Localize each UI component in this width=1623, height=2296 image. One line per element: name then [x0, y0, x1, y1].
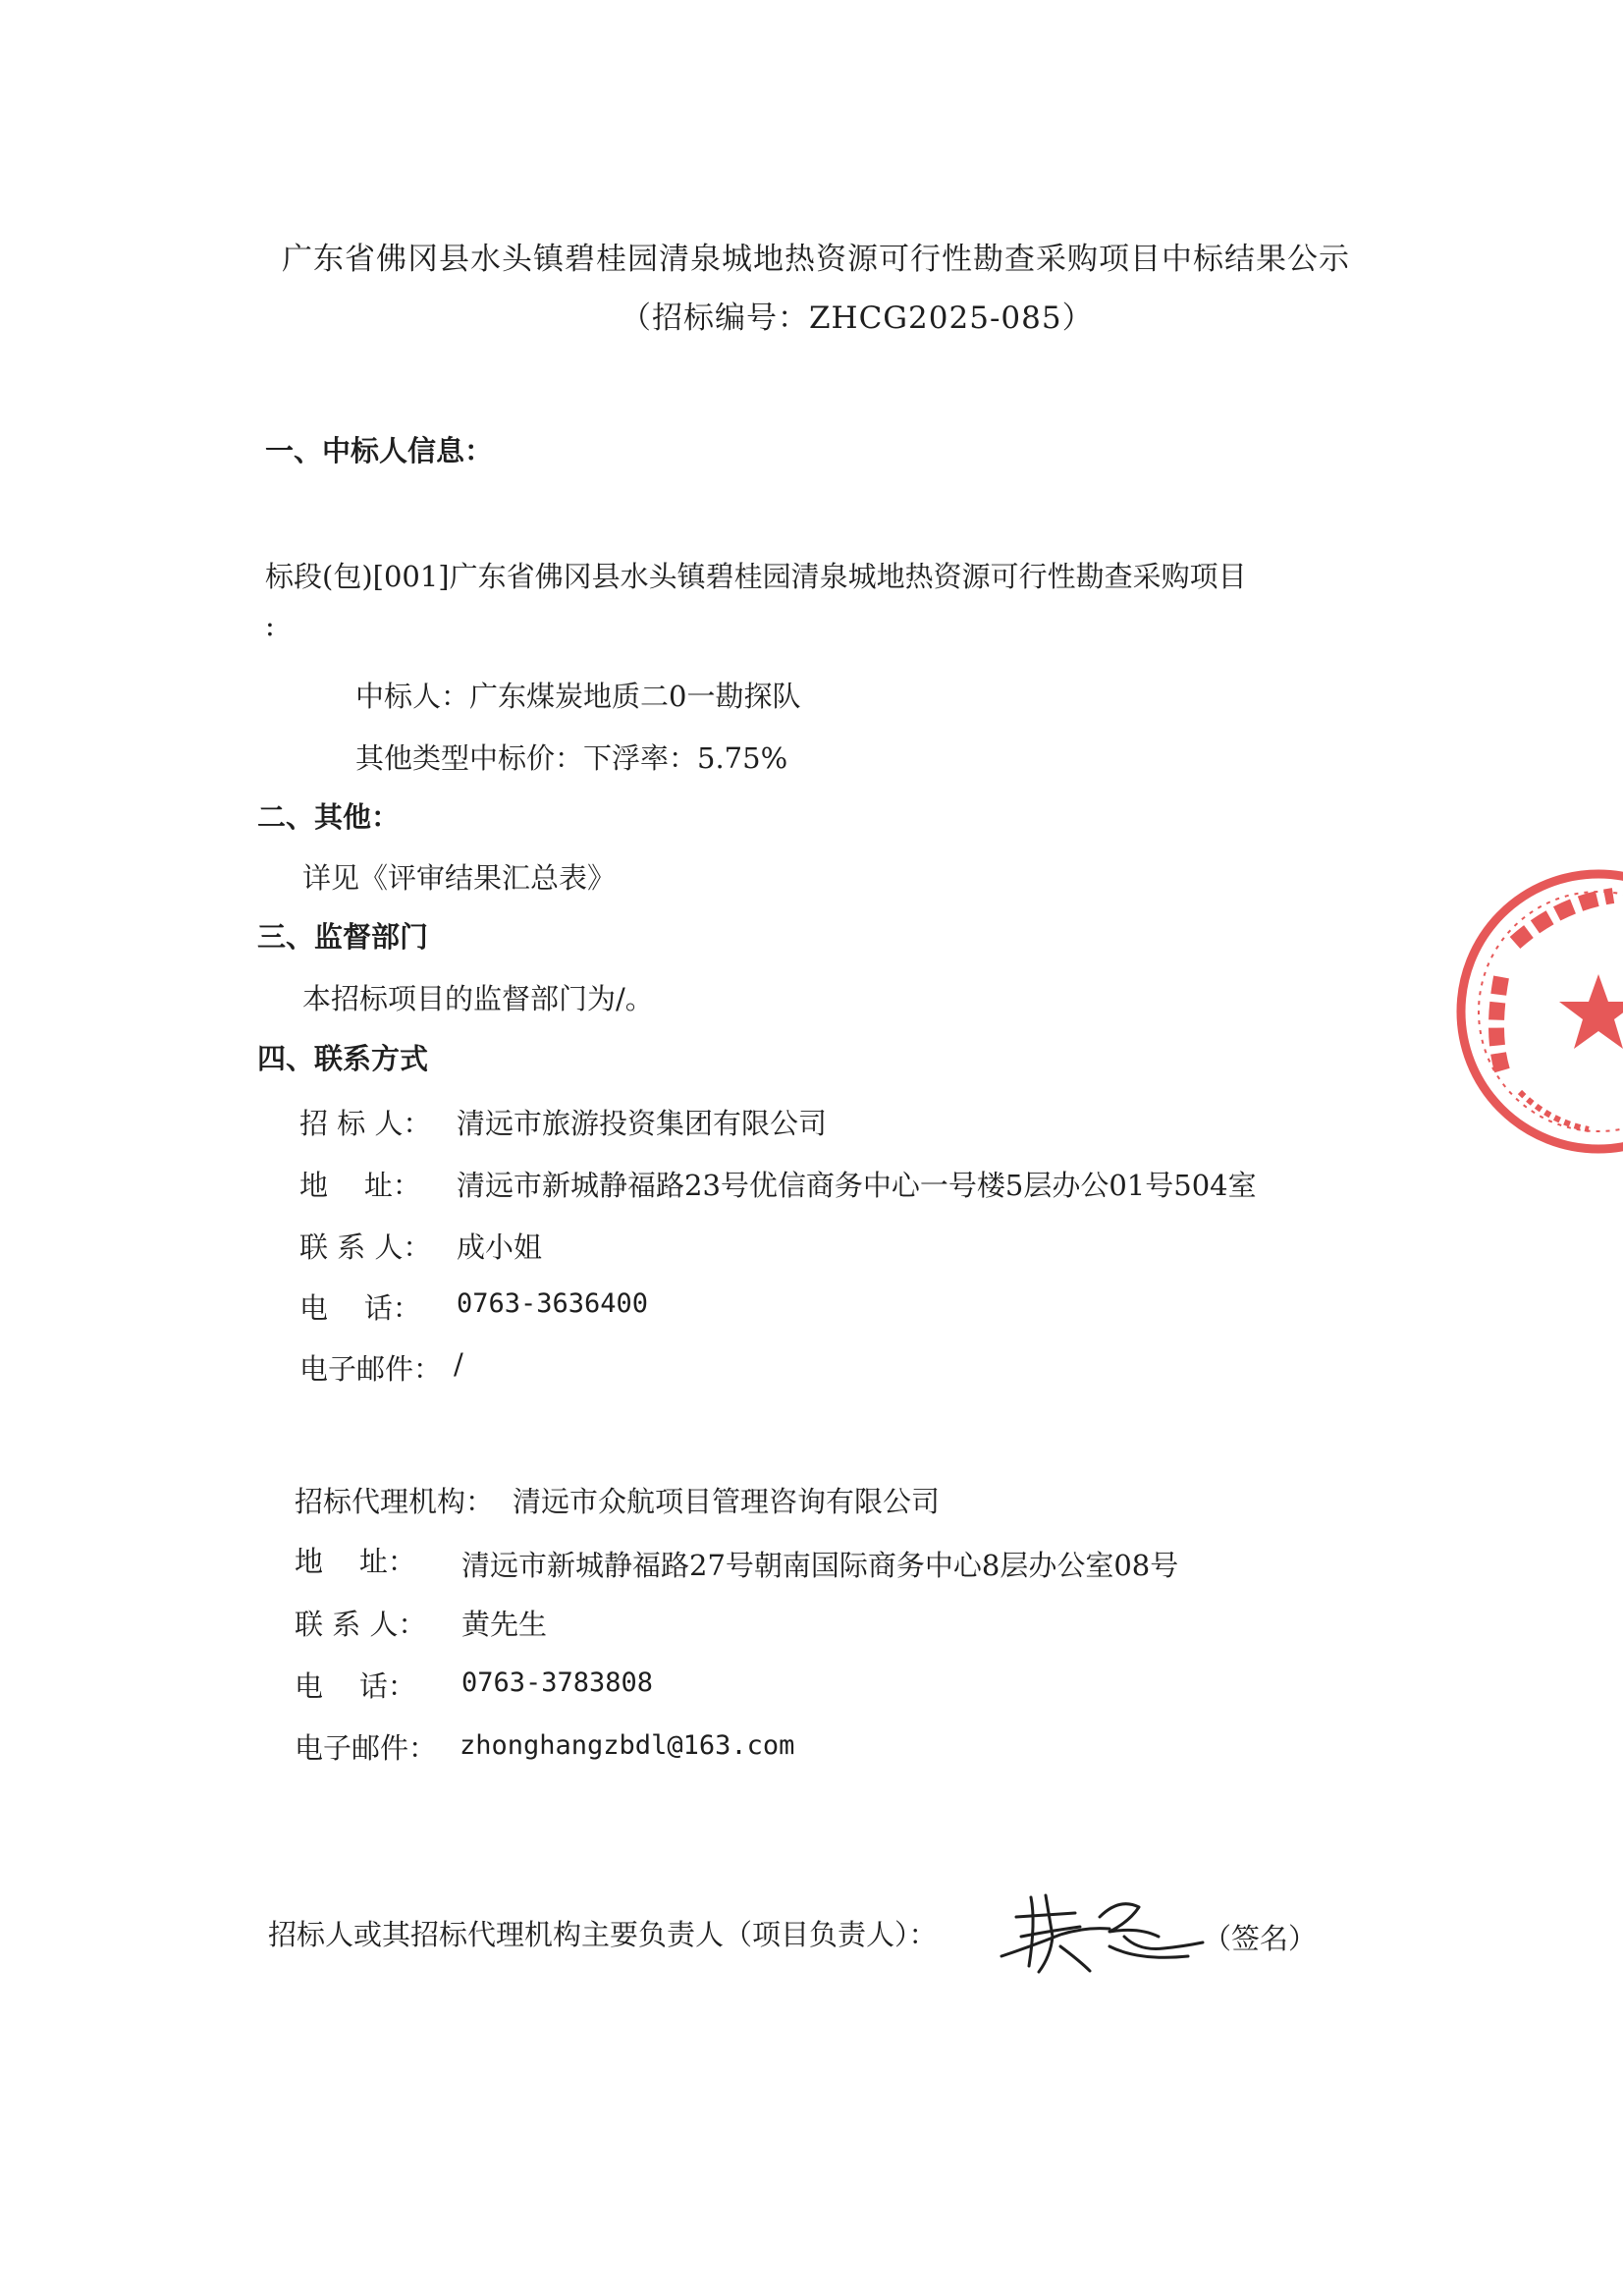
agency-email-label: 电子邮件： — [295, 1731, 438, 1765]
tenderer-email: / — [454, 1347, 463, 1381]
section-other-heading: 二、其他： — [257, 800, 401, 834]
tenderer-contact: 成小姐 — [457, 1230, 543, 1264]
agency-name-label: 招标代理机构： — [295, 1485, 495, 1518]
tenderer-name-label: 招 标 人： — [299, 1107, 432, 1140]
tenderer-address: 清远市新城静福路23号优信商务中心一号楼5层办公01号504室 — [457, 1169, 1257, 1202]
section-winner-heading: 一、中标人信息： — [265, 434, 494, 467]
section-supervision-heading: 三、监督部门 — [257, 920, 429, 954]
agency-phone: 0763-3783808 — [461, 1667, 654, 1698]
agency-contact: 黄先生 — [461, 1608, 548, 1641]
agency-address: 清远市新城静福路27号朝南国际商务中心8层办公室08号 — [461, 1549, 1179, 1582]
tenderer-phone: 0763-3636400 — [457, 1288, 649, 1319]
lot-line: 标段(包)[001]广东省佛冈县水头镇碧桂园清泉城地热资源可行性勘查采购项目 — [265, 560, 1247, 593]
lot-colon: : — [265, 609, 275, 642]
tenderer-contact-label: 联 系 人： — [299, 1230, 432, 1264]
winner-line: 中标人：广东煤炭地质二0一勘探队 — [355, 680, 801, 713]
price-line: 其他类型中标价：下浮率：5.75% — [355, 741, 788, 775]
agency-contact-label: 联 系 人： — [295, 1608, 427, 1641]
document-title: 广东省佛冈县水头镇碧桂园清泉城地热资源可行性勘查采购项目中标结果公示 — [282, 242, 1350, 277]
agency-phone-label: 电 话： — [295, 1669, 416, 1703]
signature-line-label: 招标人或其招标代理机构主要负责人（项目负责人）： — [268, 1918, 938, 1951]
agency-name: 清远市众航项目管理咨询有限公司 — [513, 1485, 941, 1518]
tenderer-address-label: 地 址： — [299, 1169, 421, 1202]
section-contact-heading: 四、联系方式 — [257, 1042, 429, 1075]
tenderer-phone-label: 电 话： — [299, 1291, 421, 1325]
agency-address-label: 地 址： — [295, 1545, 416, 1578]
other-text: 详见《评审结果汇总表》 — [302, 861, 617, 895]
supervision-text: 本招标项目的监督部门为/。 — [302, 982, 654, 1015]
agency-email: zhonghangzbdl@163.com — [460, 1730, 795, 1761]
tenderer-name: 清远市旅游投资集团有限公司 — [457, 1107, 828, 1140]
handwritten-signature — [992, 1878, 1217, 1986]
company-seal — [1451, 864, 1623, 1159]
tenderer-email-label: 电子邮件： — [299, 1352, 443, 1386]
tender-number: （招标编号：ZHCG2025-085） — [621, 301, 1094, 336]
signature-note: （签名） — [1203, 1922, 1318, 1955]
